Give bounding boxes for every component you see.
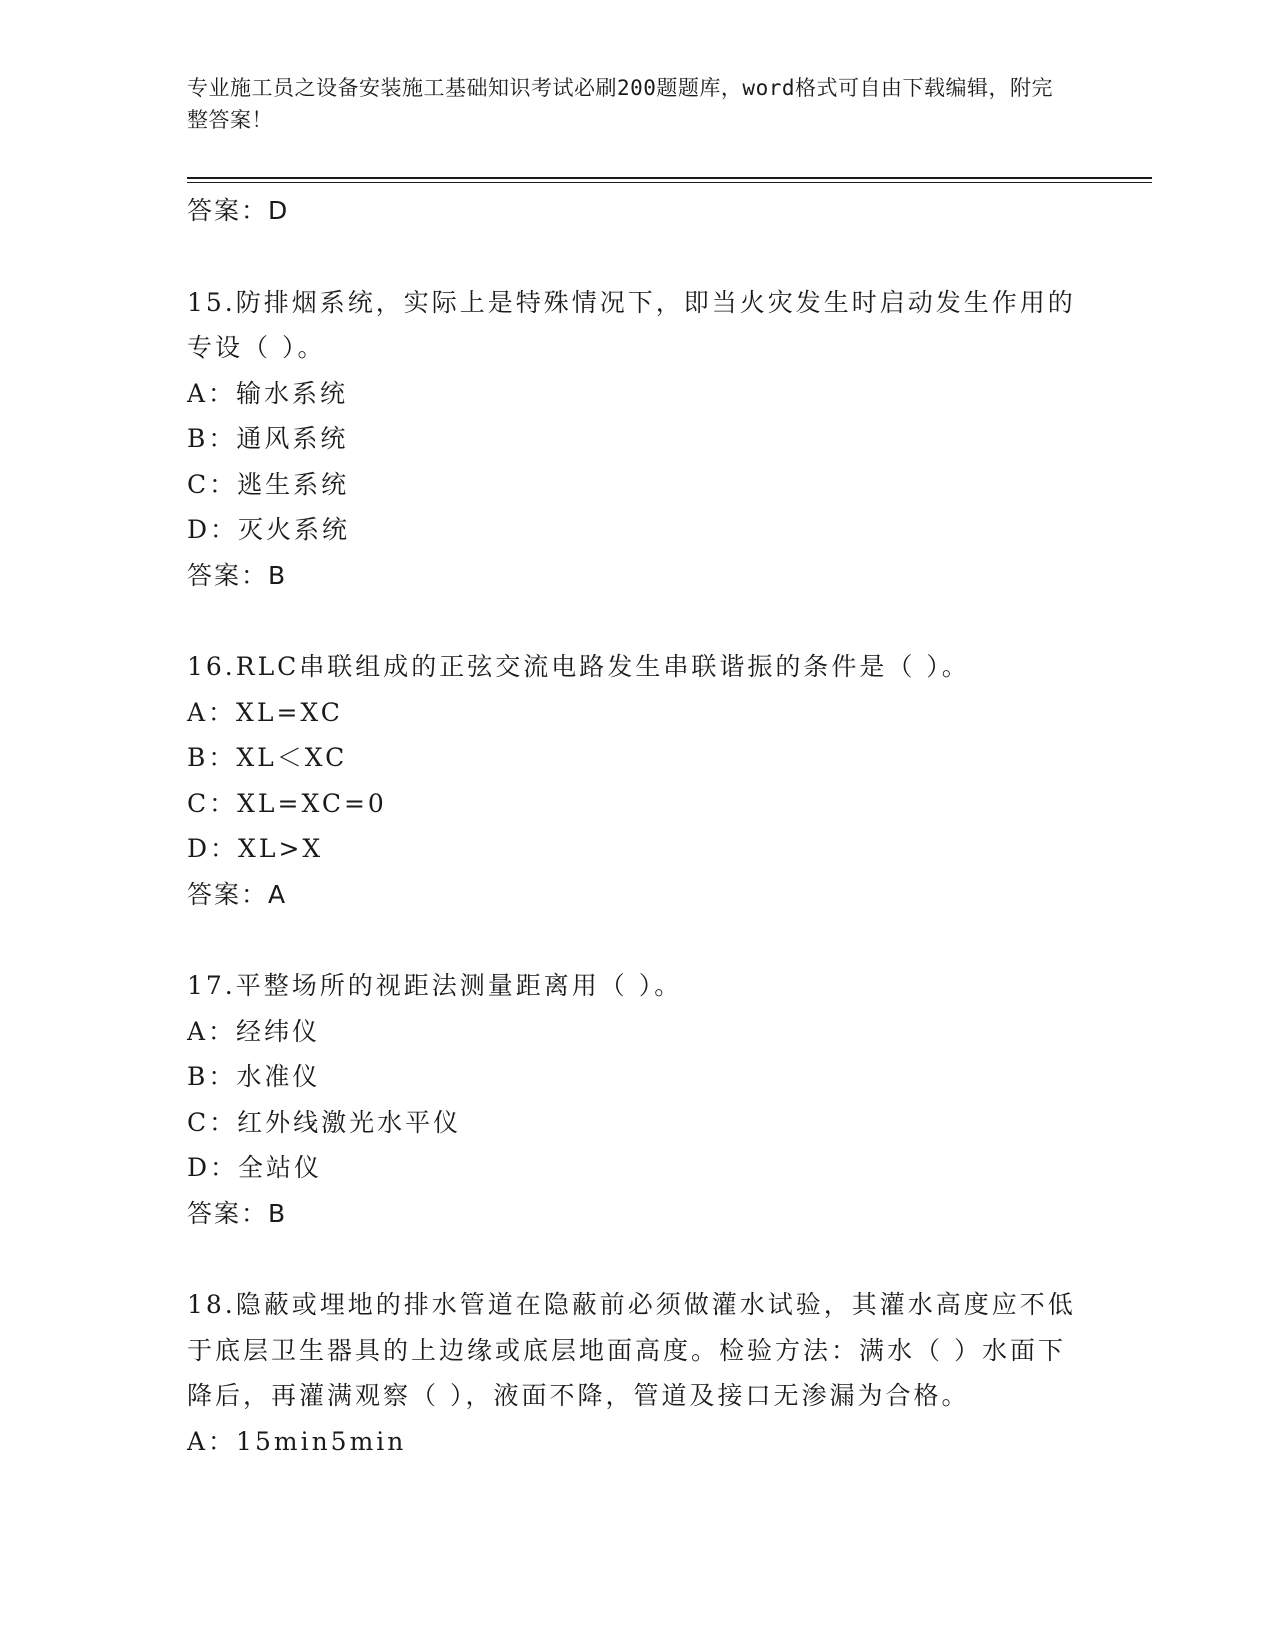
option-15-b: B：通风系统 <box>187 424 349 453</box>
option-17-d: D：全站仪 <box>187 1153 323 1182</box>
option-18-a: A：15min5min <box>187 1426 407 1456</box>
answer-16: 答案：A <box>187 879 288 909</box>
question-16: 16.RLC串联组成的正弦交流电路发生串联谐振的条件是（ ）。 <box>187 652 970 681</box>
option-16-d: D：XL>X <box>187 834 324 863</box>
option-16-a: A：XL=XC <box>187 697 343 727</box>
question-17: 17.平整场所的视距法测量距离用（ ）。 <box>187 971 683 1000</box>
document-header: 专业施工员之设备安装施工基础知识考试必刷200题题库，word格式可自由下载编辑，附完整答案！ <box>187 76 1053 132</box>
header-divider <box>187 177 1152 179</box>
option-16-c: C：XL=XC=0 <box>187 788 387 818</box>
answer-17: 答案：B <box>187 1198 288 1228</box>
header-divider-thin <box>187 182 1152 183</box>
option-15-c: C：逃生系统 <box>187 469 350 499</box>
question-list <box>187 188 1077 1464</box>
option-17-c: C：红外线激光水平仪 <box>187 1107 462 1137</box>
option-15-a: A：输水系统 <box>187 378 349 408</box>
option-15-d: D：灭火系统 <box>187 515 351 544</box>
option-17-b: B：水准仪 <box>187 1062 321 1091</box>
answer-14: 答案：D <box>187 196 290 225</box>
answer-15: 答案：B <box>187 560 288 590</box>
option-17-a: A：经纬仪 <box>187 1016 321 1046</box>
question-15: 15.防排烟系统，实际上是特殊情况下，即当火灾发生时启动发生作用的专设（ ）。 <box>187 287 1076 362</box>
question-18: 18.隐蔽或埋地的排水管道在隐蔽前必须做灌水试验，其灌水高度应不低于底层卫生器具的上边缘或底层地面高度。检验方法：满水（ ）水面下降后，再灌满观察（ ），液面不降，管道及接口无渗漏为合格。 <box>187 1290 1076 1410</box>
option-16-b: B：XL＜XC <box>187 743 348 772</box>
